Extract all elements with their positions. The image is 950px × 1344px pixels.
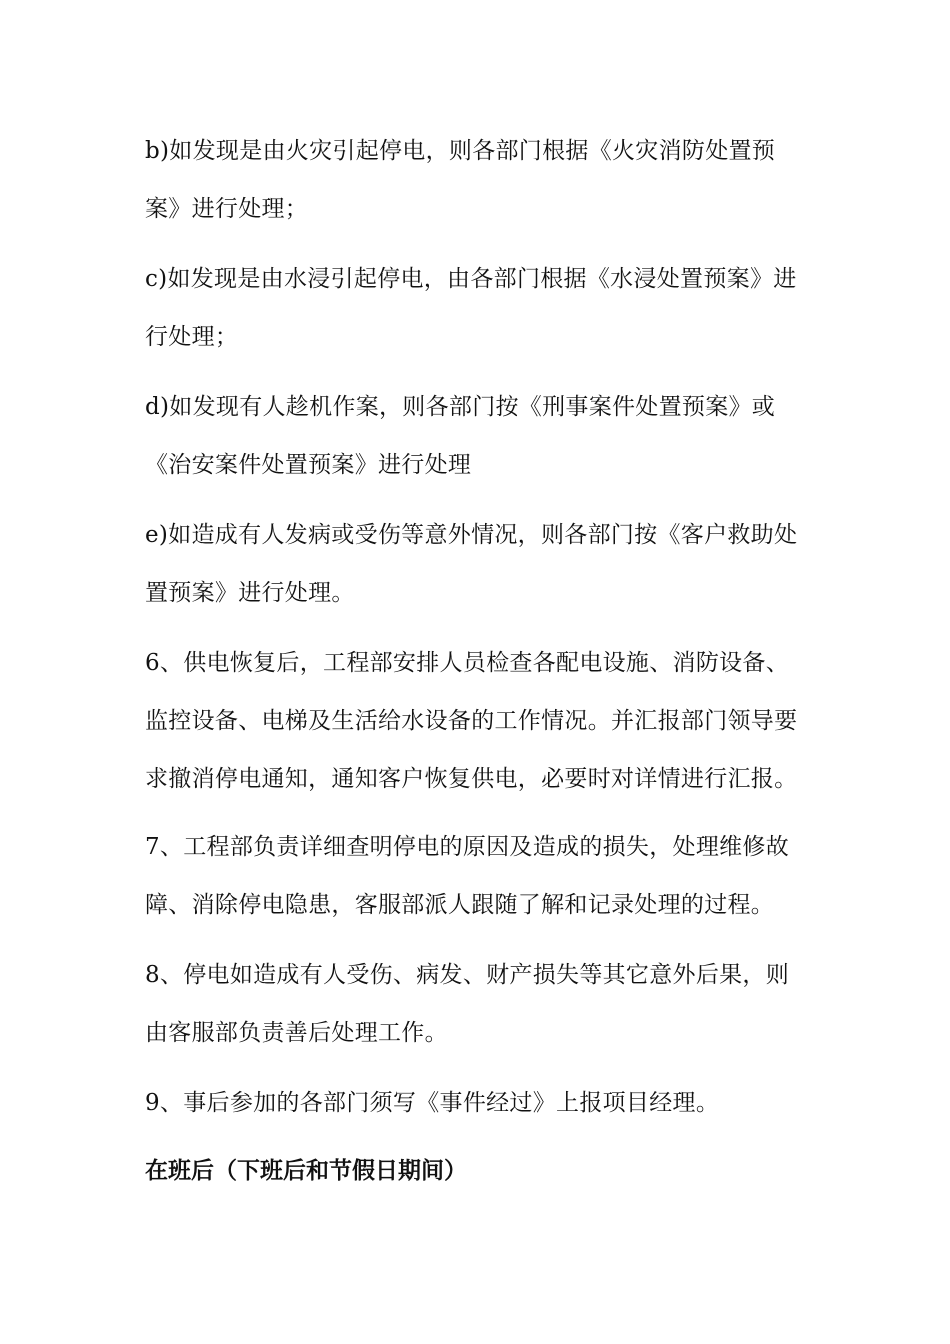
paragraph-6: 6、供电恢复后，工程部安排人员检查各配电设施、消防设备、监控设备、电梯及生活给水设备的工作情况。并汇报部门领导要求撤消停电通知，通知客户恢复供电，必要时对详情进行汇报。 (145, 650, 798, 792)
section-heading: 在班后（下班后和节假日期间） (145, 1157, 467, 1184)
paragraph-b: b)如发现是由火灾引起停电，则各部门根据《火灾消防处置预案》进行处理； (145, 138, 776, 222)
paragraph-c: c)如发现是由水浸引起停电，由各部门根据《水浸处置预案》进行处理； (145, 266, 797, 350)
paragraph-8: 8、停电如造成有人受伤、病发、财产损失等其它意外后果，则由客服部负责善后处理工作。 (145, 962, 790, 1046)
paragraph-e: e)如造成有人发病或受伤等意外情况，则各部门按《客户救助处置预案》进行处理。 (145, 522, 798, 606)
paragraph-7: 7、工程部负责详细查明停电的原因及造成的损失，处理维修故障、消除停电隐患，客服部派人跟随了解和记录处理的过程。 (145, 834, 790, 918)
paragraph-9: 9、事后参加的各部门须写《事件经过》上报项目经理。 (145, 1090, 720, 1116)
paragraph-d: d)如发现有人趁机作案，则各部门按《刑事案件处置预案》或《治安案件处置预案》进行处理 (145, 394, 776, 478)
